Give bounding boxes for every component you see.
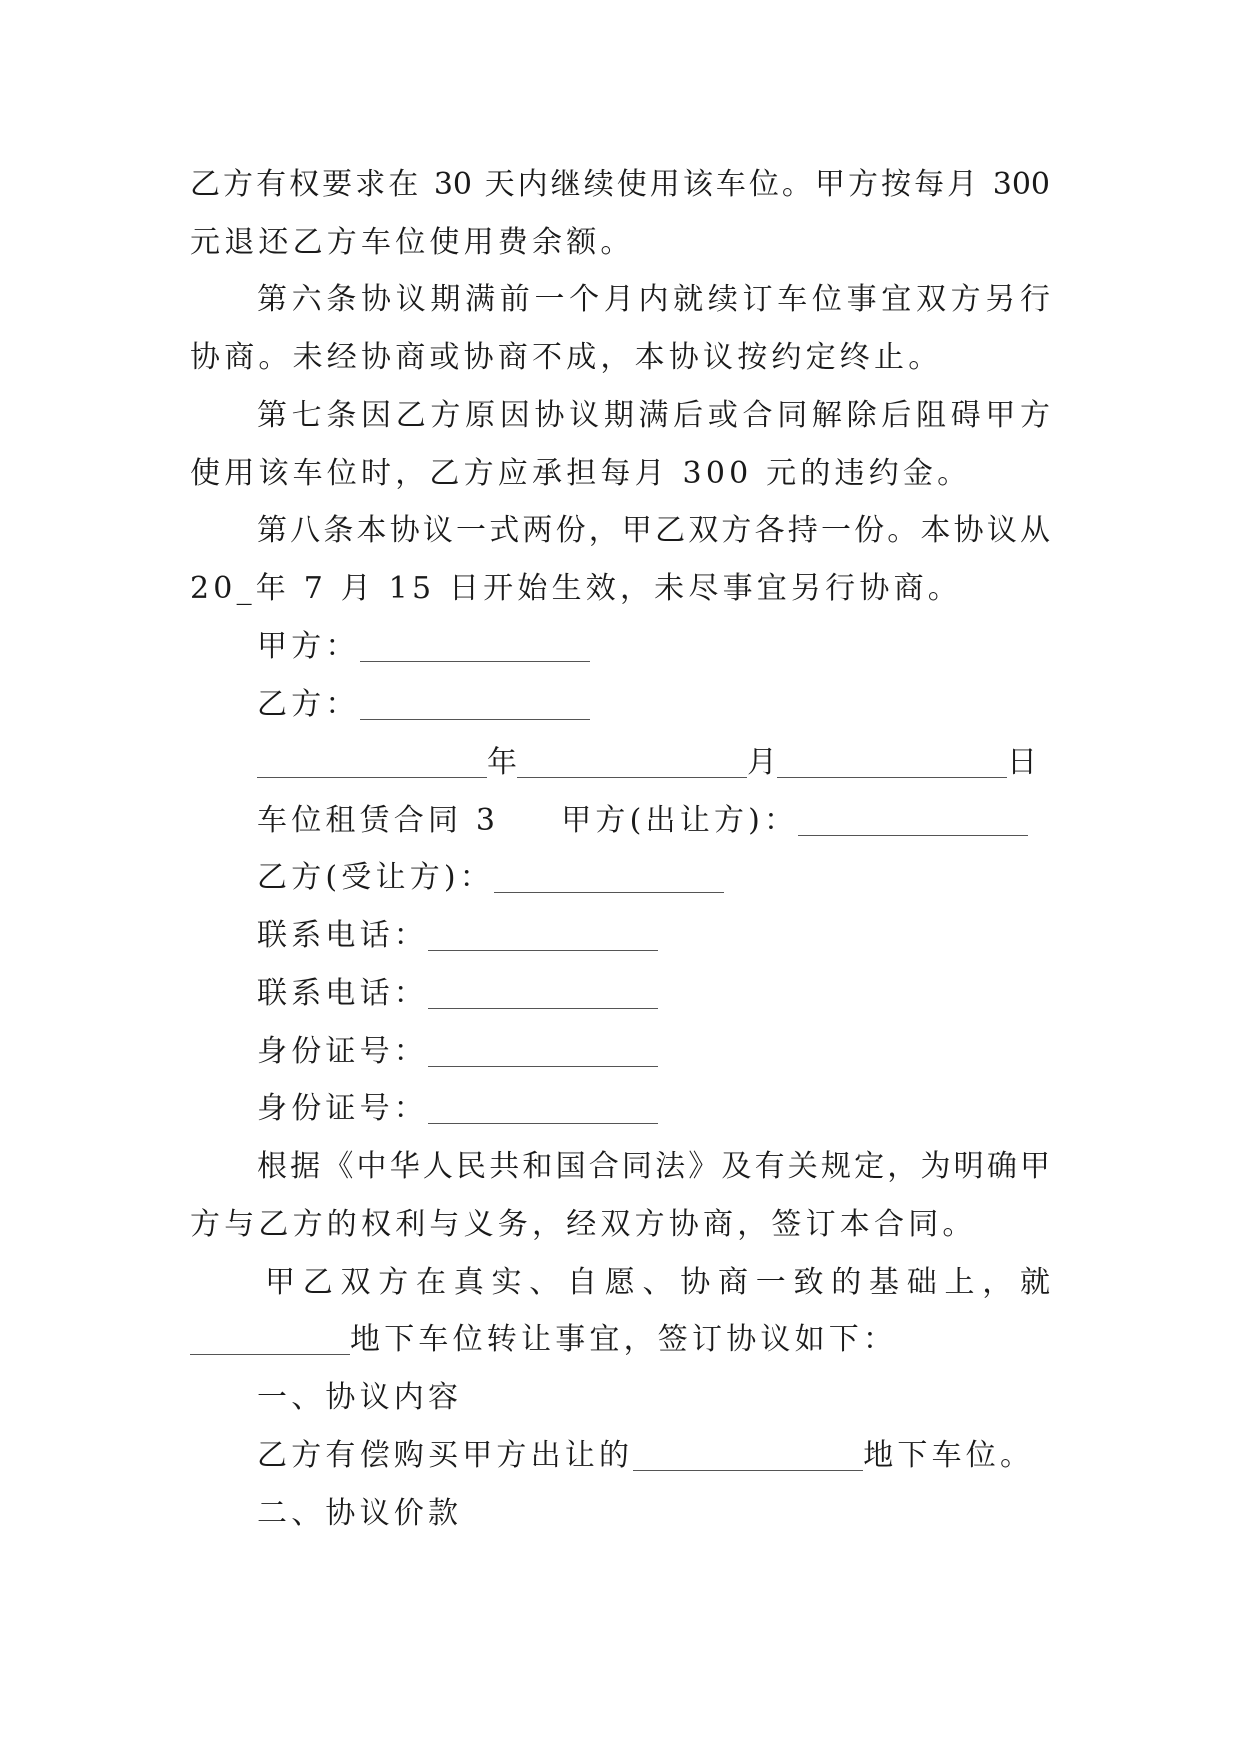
transferee-blank bbox=[494, 862, 724, 893]
phone-row-2 bbox=[257, 974, 1117, 1014]
contract-3-heading-row bbox=[257, 801, 1117, 841]
id-label: 身份证号： bbox=[257, 1091, 428, 1126]
basis-line: 根据《中华人民共和国合同法》及有关规定，为明确甲 bbox=[257, 1149, 1050, 1184]
transferor-label: 甲方(出让方)： bbox=[561, 803, 799, 838]
day-label: 日 bbox=[1007, 745, 1037, 780]
phone-row-1 bbox=[257, 916, 1117, 956]
month-label: 月 bbox=[747, 745, 777, 780]
date-row bbox=[257, 743, 1117, 783]
agreement-text: 地下车位转让事宜，签订协议如下： bbox=[350, 1322, 898, 1357]
year-label: 年 bbox=[487, 745, 517, 780]
article-7-line: 使用该车位时，乙方应承担每月 300 元的违约金。 bbox=[190, 456, 972, 491]
phone-label: 联系电话： bbox=[257, 918, 428, 953]
article-6-line: 协商。未经协商或协商不成，本协议按约定终止。 bbox=[190, 340, 943, 375]
section-1-text bbox=[257, 1436, 1117, 1476]
agreement-line-2 bbox=[190, 1320, 1050, 1360]
party-a-label: 甲方： bbox=[257, 629, 360, 664]
id-label: 身份证号： bbox=[257, 1034, 428, 1069]
party-b-blank bbox=[360, 689, 590, 720]
id-blank bbox=[428, 1036, 658, 1067]
section-1-text-a: 乙方有偿购买甲方出让的 bbox=[257, 1438, 634, 1473]
party-a-signature-row bbox=[257, 627, 1117, 667]
transferee-label: 乙方(受让方)： bbox=[257, 860, 495, 895]
party-a-blank bbox=[360, 631, 590, 662]
phone-blank bbox=[428, 978, 658, 1009]
location-blank bbox=[190, 1324, 350, 1355]
contract-3-title: 车位租赁合同 3 bbox=[257, 803, 500, 838]
article-7-line: 第七条因乙方原因协议期满后或合同解除后阻碍甲方 bbox=[257, 398, 1050, 433]
phone-label: 联系电话： bbox=[257, 976, 428, 1011]
transferor-blank bbox=[798, 805, 1028, 836]
parking-space-blank bbox=[633, 1440, 863, 1471]
paragraph-line: 元退还乙方车位使用费余额。 bbox=[190, 225, 635, 260]
id-row-2 bbox=[257, 1089, 1117, 1129]
article-8-line: 20_年 7 月 15 日开始生效，未尽事宜另行协商。 bbox=[190, 571, 962, 606]
basis-line: 方与乙方的权利与义务，经双方协商，签订本合同。 bbox=[190, 1207, 977, 1242]
party-b-signature-row bbox=[257, 685, 1117, 725]
id-blank bbox=[428, 1093, 658, 1124]
section-2-title: 二、协议价款 bbox=[257, 1496, 463, 1531]
phone-blank bbox=[428, 920, 658, 951]
section-1-text-b: 地下车位。 bbox=[863, 1438, 1035, 1473]
party-b-label: 乙方： bbox=[257, 687, 360, 722]
year-blank bbox=[257, 747, 487, 778]
month-blank bbox=[517, 747, 747, 778]
paragraph-line: 乙方有权要求在 30 天内继续使用该车位。甲方按每月 300 bbox=[190, 167, 1050, 202]
article-6-line: 第六条协议期满前一个月内就续订车位事宜双方另行 bbox=[257, 282, 1050, 317]
section-1-title: 一、协议内容 bbox=[257, 1380, 463, 1415]
article-8-line: 第八条本协议一式两份，甲乙双方各持一份。本协议从 bbox=[257, 513, 1050, 548]
id-row-1 bbox=[257, 1032, 1117, 1072]
day-blank bbox=[777, 747, 1007, 778]
agreement-line: 甲乙双方在真实、自愿、协商一致的基础上，就 bbox=[265, 1265, 1050, 1300]
transferee-row bbox=[257, 858, 1117, 898]
